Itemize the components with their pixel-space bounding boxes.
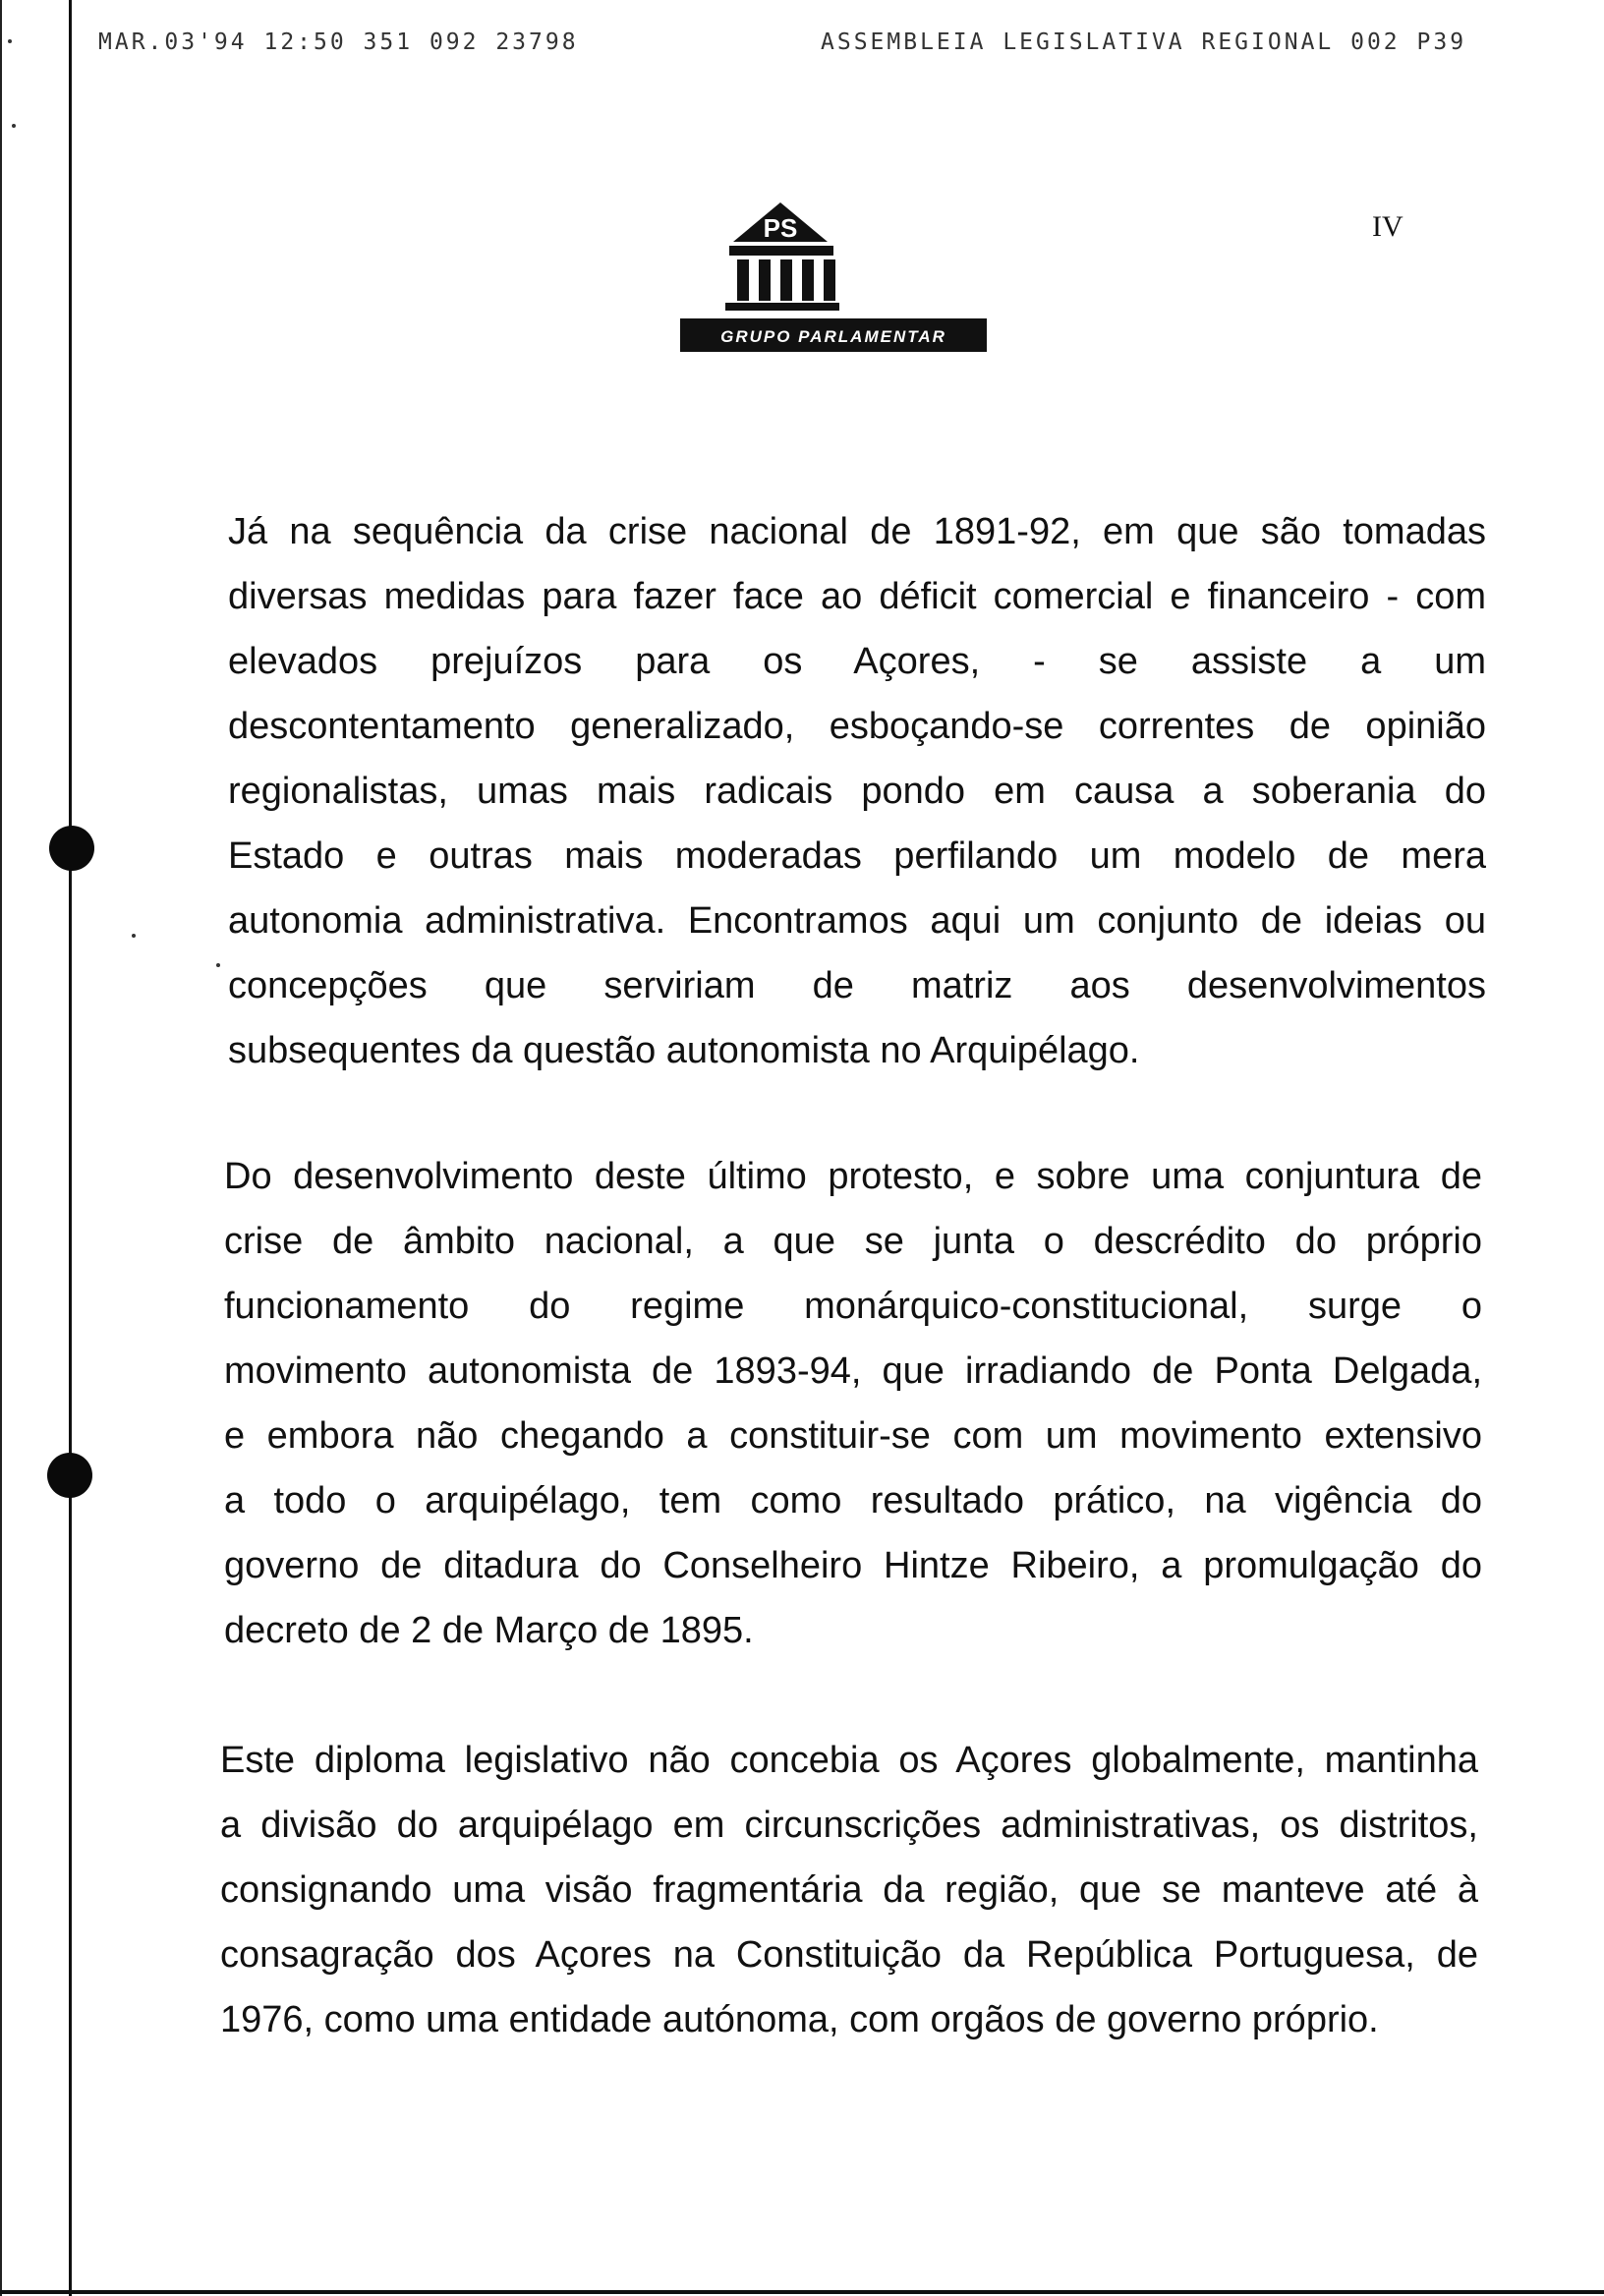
paragraph-1 <box>228 499 1486 1083</box>
logo-caption: GRUPO PARLAMENTAR <box>720 327 946 346</box>
fax-header-right: ASSEMBLEIA LEGISLATIVA REGIONAL 002 P39 <box>821 29 1467 55</box>
logo-letters: PS <box>763 213 798 243</box>
paragraph-2 <box>224 1144 1482 1663</box>
punch-hole <box>47 1453 92 1498</box>
text-line: consignando uma visão fragmentária da região, que se manteve até à <box>220 1869 1478 1911</box>
text-line: 1976, como uma entidade autónoma, com orgãos de governo próprio. <box>220 1999 1379 2040</box>
page-left-edge <box>0 0 2 2296</box>
text-line: subsequentes da questão autonomista no Arquipélago. <box>228 1030 1140 1071</box>
text-line: Já na sequência da crise nacional de 1891-92, em que são tomadas <box>228 511 1486 552</box>
ps-parliamentary-group-logo <box>676 195 991 362</box>
scan-speck <box>8 39 12 43</box>
text-line: governo de ditadura do Conselheiro Hintze Ribeiro, a promulgação do <box>224 1545 1482 1586</box>
scan-speck <box>132 934 136 938</box>
page-number: IV <box>1372 210 1404 243</box>
text-line: decreto de 2 de Março de 1895. <box>224 1610 754 1651</box>
text-line: diversas medidas para fazer face ao déficit comercial e financeiro - com <box>228 576 1486 617</box>
text-line: funcionamento do regime monárquico-constitucional, surge o <box>224 1286 1482 1327</box>
text-line: concepções que serviriam de matriz aos desenvolvimentos <box>228 965 1486 1006</box>
text-line: Este diploma legislativo não concebia os Açores globalmente, mantinha <box>220 1740 1478 1781</box>
text-line: a todo o arquipélago, tem como resultado prático, na vigência do <box>224 1480 1482 1521</box>
text-line: crise de âmbito nacional, a que se junta o descrédito do próprio <box>224 1221 1482 1262</box>
text-line: consagração dos Açores na Constituição da República Portuguesa, de <box>220 1934 1478 1976</box>
text-line: elevados prejuízos para os Açores, - se assiste a um <box>228 641 1486 682</box>
text-line: movimento autonomista de 1893-94, que irradiando de Ponta Delgada, <box>224 1350 1482 1392</box>
scan-speck <box>12 124 16 128</box>
text-line: Estado e outras mais moderadas perfilando um modelo de mera <box>228 835 1486 877</box>
paragraph-3 <box>220 1728 1478 2052</box>
text-line: descontentamento generalizado, esboçando-se correntes de opinião <box>228 706 1486 747</box>
binding-margin-line <box>69 0 72 2296</box>
text-line: Do desenvolvimento deste último protesto, e sobre uma conjuntura de <box>224 1156 1482 1197</box>
fax-header-left: MAR.03'94 12:50 351 092 23798 <box>98 29 579 55</box>
punch-hole <box>49 826 94 871</box>
scan-speck <box>216 963 220 967</box>
page-bottom-edge <box>0 2290 1604 2294</box>
text-line: autonomia administrativa. Encontramos aqui um conjunto de ideias ou <box>228 900 1486 942</box>
text-line: e embora não chegando a constituir-se com um movimento extensivo <box>224 1415 1482 1457</box>
text-line: a divisão do arquipélago em circunscrições administrativas, os distritos, <box>220 1805 1478 1846</box>
text-line: regionalistas, umas mais radicais pondo em causa a soberania do <box>228 771 1486 812</box>
